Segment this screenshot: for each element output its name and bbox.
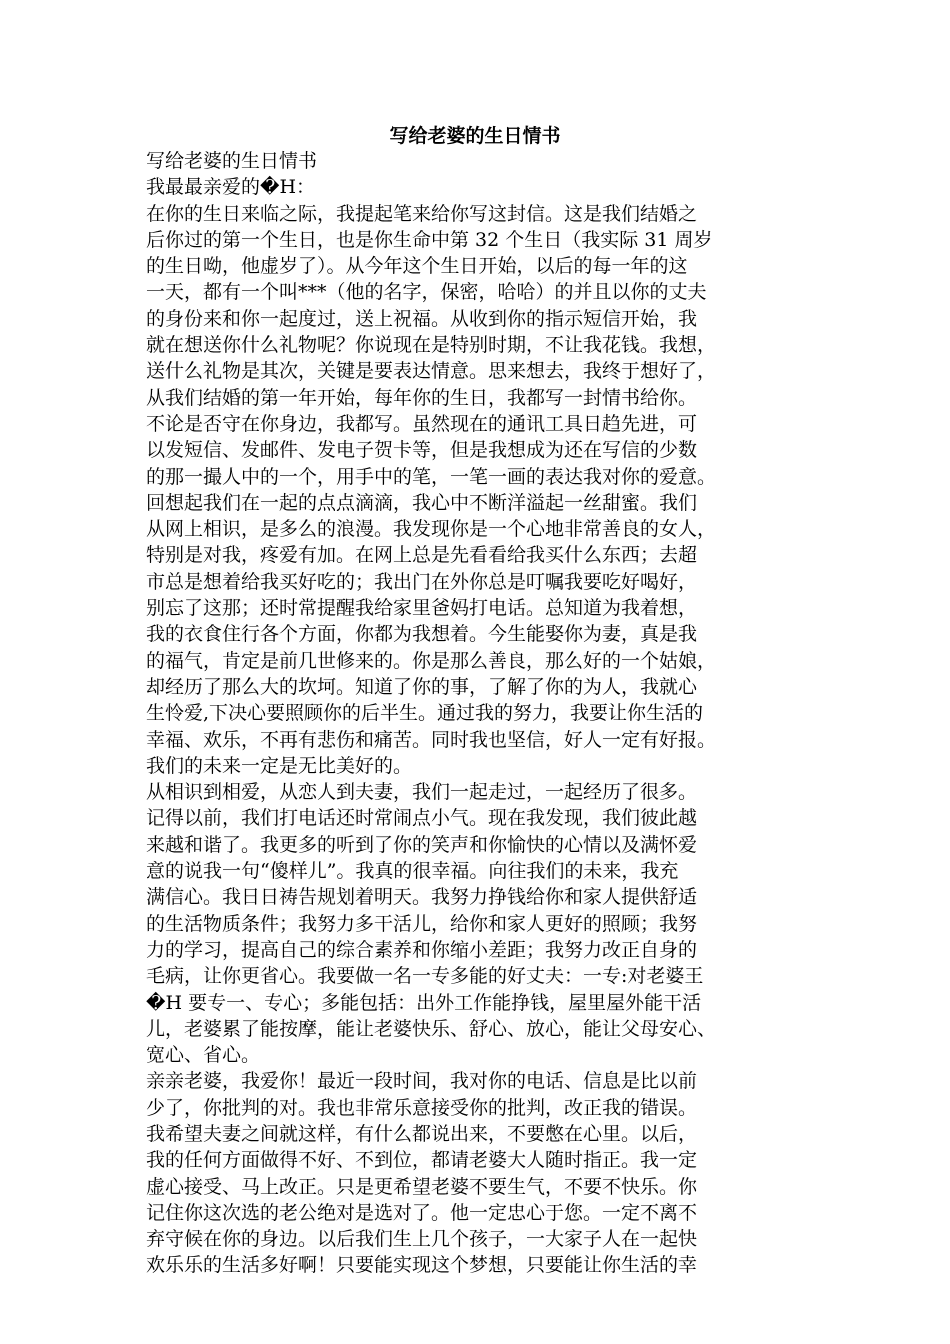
text-line: 我希望夫妻之间就这样，有什么都说出来，不要憋在心里。以后， [146,1122,698,1145]
text-line: 的身份来和你一起度过，送上祝福。从收到你的指示短信开始，我 [146,307,698,330]
text-line: 亲亲老婆，我爱你！最近一段时间，我对你的电话、信息是比以前 [146,1070,698,1093]
document-title: 写给老婆的生日情书 [389,125,561,147]
text-line: 力的学习，提高自己的综合素养和你缩小差距；我努力改正自身的 [146,938,698,961]
text-line: 的那一撮人中的一个，用手中的笔，一笔一画的表达我对你的爱意。 [146,465,717,488]
text-line: 意的说我一句“傻样儿”。我真的很幸福。向往我们的未来，我充 [146,860,679,883]
text-line: 写给老婆的生日情书 [146,150,318,172]
text-line: 的福气，肯定是前几世修来的。你是那么善良，那么好的一个姑娘， [146,649,717,672]
text-line: 欢乐乐的生活多好啊！只要能实现这个梦想，只要能让你生活的幸 [146,1254,698,1277]
text-line: 特别是对我，疼爱有加。在网上总是先看看给我买什么东西；去超 [146,544,698,567]
text-line: �H 要专一、专心；多能包括：出外工作能挣钱，屋里屋外能干活 [146,991,702,1014]
text-line: 幸福、欢乐，不再有悲伤和痛苦。同时我也坚信，好人一定有好报。 [146,728,717,751]
text-line: 一天，都有一个叫***（他的名字，保密，哈哈）的并且以你的丈夫 [146,281,707,304]
text-line: 弃守候在你的身边。以后我们生上几个孩子，一大家子人在一起快 [146,1228,698,1251]
text-line: 我的衣食住行各个方面，你都为我想着。今生能娶你为妻，真是我 [146,623,698,646]
text-line: 送什么礼物是其次，关键是要表达情意。思来想去，我终于想好了， [146,360,717,383]
text-line: 满信心。我日日祷告规划着明天。我努力挣钱给你和家人提供舒适 [146,886,698,909]
text-line: 宽心、省心。 [146,1044,261,1067]
text-line: 儿，老婆累了能按摩，能让老婆快乐、舒心、放心，能让父母安心、 [146,1017,717,1040]
text-line: 市总是想着给我买好吃的；我出门在外你总是叮嘱我要吃好喝好， [146,570,698,593]
text-line: 毛病，让你更省心。我要做一名一专多能的好丈夫：一专:对老婆王 [146,965,704,988]
text-line: 以发短信、发邮件、发电子贺卡等，但是我想成为还在写信的少数 [146,439,698,462]
text-line: 来越和谐了。我更多的听到了你的笑声和你愉快的心情以及满怀爱 [146,833,698,856]
text-line: 生怜爱,下决心要照顾你的后半生。通过我的努力，我要让你生活的 [146,702,704,725]
text-line: 的生日呦，他虚岁了）。从今年这个生日开始，以后的每一年的这 [146,255,688,278]
text-line: 从网上相识，是多么的浪漫。我发现你是一个心地非常善良的女人， [146,518,717,541]
text-line: 不论是否守在你身边，我都写。虽然现在的通讯工具日趋先进，可 [146,412,698,435]
text-line: 我最最亲爱的�H： [146,176,316,199]
text-line: 回想起我们在一起的点点滴滴，我心中不断洋溢起一丝甜蜜。我们 [146,491,698,514]
text-line: 记得以前，我们打电话还时常闹点小气。现在我发现，我们彼此越 [146,807,698,830]
text-line: 从我们结婚的第一年开始，每年你的生日，我都写一封情书给你。 [146,386,698,409]
text-line: 的生活物质条件；我努力多干活儿，给你和家人更好的照顾；我努 [146,912,698,935]
text-line: 我的任何方面做得不好、不到位，都请老婆大人随时指正。我一定 [146,1149,698,1172]
text-line: 却经历了那么大的坎坷。知道了你的事，了解了你的为人，我就心 [146,675,698,698]
document-body [146,148,806,1279]
text-line: 从相识到相爱，从恋人到夫妻，我们一起走过，一起经历了很多。 [146,781,698,804]
text-line: 少了，你批判的对。我也非常乐意接受你的批判，改正我的错误。 [146,1096,698,1119]
text-line: 在你的生日来临之际，我提起笔来给你写这封信。这是我们结婚之 [146,202,698,225]
text-line: 虚心接受、马上改正。只是更希望老婆不要生气，不要不快乐。你 [146,1175,698,1198]
text-line: 记住你这次选的老公绝对是选对了。他一定忠心于您。一定不离不 [146,1201,698,1224]
text-line: 就在想送你什么礼物呢？你说现在是特别时期，不让我花钱。我想， [146,334,717,357]
text-line: 我们的未来一定是无比美好的。 [146,754,413,777]
text-line: 后你过的第一个生日，也是你生命中第 32 个生日（我实际 31 周岁 [146,228,713,251]
text-line: 别忘了这那；还时常提醒我给家里爸妈打电话。总知道为我着想， [146,597,698,620]
